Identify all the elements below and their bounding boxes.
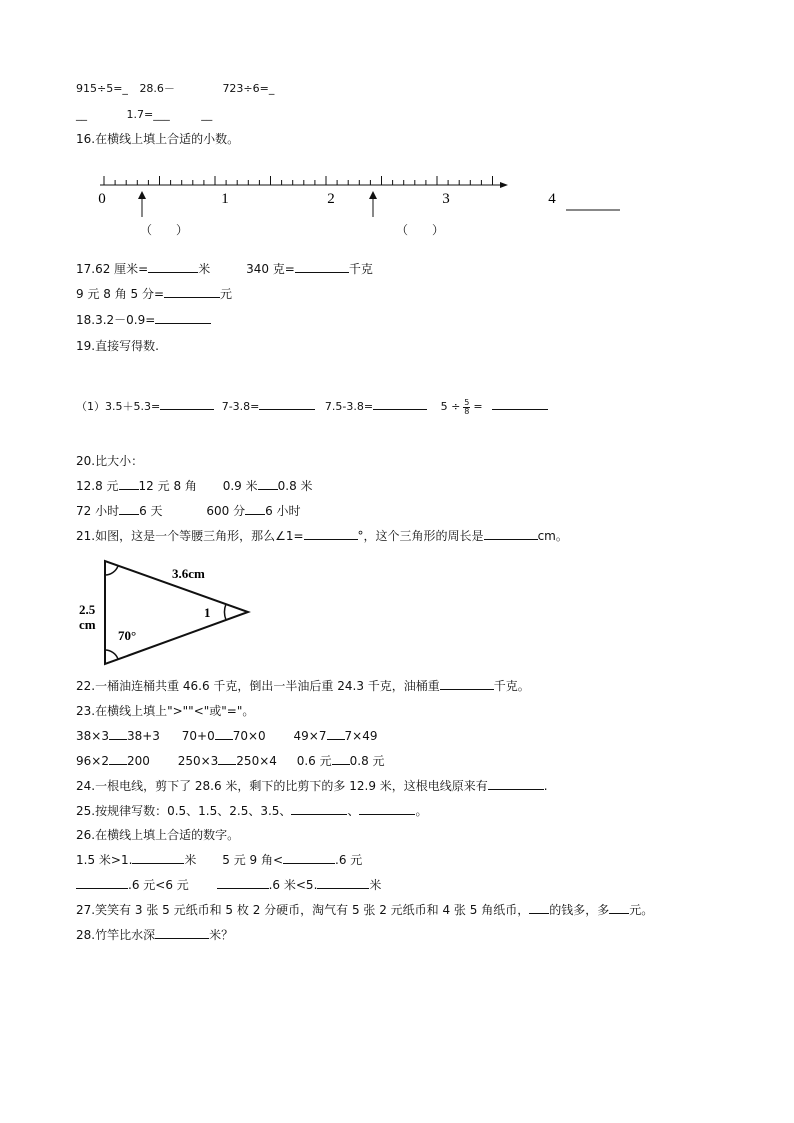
expr-915: 915÷5=_ bbox=[76, 82, 128, 95]
q21-angle-blank[interactable] bbox=[304, 528, 358, 540]
q20-r2b-right: 6 小时 bbox=[265, 504, 301, 518]
angle-1-label: 1 bbox=[204, 605, 211, 620]
angle-arc-right bbox=[224, 604, 226, 620]
q17-c-blank[interactable] bbox=[164, 286, 220, 298]
q20-r1a-right: 12 元 8 角 bbox=[138, 479, 197, 493]
q23-r2-1-blank[interactable] bbox=[109, 753, 127, 765]
q27-unit: 元。 bbox=[629, 903, 654, 917]
q20-r1a-left: 12.8 元 bbox=[76, 479, 119, 493]
q23-r2-1-right: 200 bbox=[126, 754, 150, 768]
q23-r2-2-left: 250×3 bbox=[177, 754, 219, 768]
axis-label-0: 0 bbox=[98, 191, 106, 207]
q23-r1-2-blank[interactable] bbox=[215, 728, 233, 740]
q19-b-text: 7-3.8= bbox=[221, 400, 260, 413]
q19-b-blank[interactable] bbox=[259, 398, 315, 410]
q16-title: 16.在横线上填上合适的小数。 bbox=[76, 132, 240, 146]
q20-title: 20.比大小： bbox=[76, 454, 144, 468]
q19-a-blank[interactable] bbox=[160, 398, 214, 410]
q18-line bbox=[76, 312, 211, 328]
q20-r2a-blank[interactable] bbox=[119, 503, 139, 515]
q26-c-text: .6 元<6 元 bbox=[128, 878, 189, 892]
q19-d-blank[interactable] bbox=[492, 398, 548, 410]
side-label-left-unit: cm bbox=[79, 617, 96, 632]
q20-row-1 bbox=[76, 478, 313, 494]
q25-blank-2[interactable] bbox=[359, 803, 415, 815]
q17-a-blank[interactable] bbox=[148, 261, 198, 273]
q25-text: 25.按规律写数：0.5、1.5、2.5、3.5、 bbox=[76, 804, 292, 818]
q19-c-blank[interactable] bbox=[373, 398, 427, 410]
number-line-ticks bbox=[104, 176, 493, 185]
q24-end: . bbox=[543, 779, 548, 793]
fraction-5-8 bbox=[463, 399, 470, 416]
q23-r1-1-right: 38+3 bbox=[126, 729, 160, 743]
q21-text-pre: 21.如图，这是一个等腰三角形，那么∠1= bbox=[76, 529, 304, 543]
angle-70-label: 70° bbox=[118, 628, 137, 643]
q22-text: 22.一桶油连桶共重 46.6 千克，倒出一半油后重 24.3 千克，油桶重 bbox=[76, 679, 440, 693]
q22-blank[interactable] bbox=[440, 678, 494, 690]
q27-blank-who[interactable] bbox=[529, 902, 549, 914]
axis-label-3: 3 bbox=[442, 191, 450, 207]
paren-left[interactable]: （ ） bbox=[140, 223, 189, 237]
axis-label-2: 2 bbox=[327, 191, 335, 207]
q26-title: 26.在横线上填上合适的数字。 bbox=[76, 828, 240, 842]
arrow-up-right-head bbox=[369, 191, 377, 199]
q26-a-blank[interactable] bbox=[132, 852, 184, 864]
q17-c-unit: 元 bbox=[220, 287, 233, 301]
q23-r2-2-right: 250×4 bbox=[236, 754, 277, 768]
q20-row-2 bbox=[76, 503, 301, 519]
blank-915: __ bbox=[76, 108, 87, 121]
q21-perimeter-blank[interactable] bbox=[484, 528, 538, 540]
q23-r1-2-left: 70+0 bbox=[181, 729, 215, 743]
q23-r1-3-blank[interactable] bbox=[327, 728, 345, 740]
q23-title: 23.在横线上填上">""<"或"="。 bbox=[76, 704, 255, 718]
q23-r1-1-left: 38×3 bbox=[76, 729, 109, 743]
number-line-arrowhead bbox=[500, 182, 508, 188]
q19-c-text: 7.5-3.8= bbox=[324, 400, 374, 413]
q17-b-text: 340 克= bbox=[246, 262, 295, 276]
q28-text: 28.竹竿比水深 bbox=[76, 928, 156, 942]
side-label-left-value: 2.5 bbox=[79, 602, 96, 617]
q25-separator: 、 bbox=[347, 804, 360, 818]
q23-r2-2-blank[interactable] bbox=[218, 753, 236, 765]
q19-a-text: （1）3.5＋5.3= bbox=[76, 400, 161, 413]
q26-d-unit: 米 bbox=[369, 878, 382, 892]
q20-r1b-left: 0.9 米 bbox=[222, 479, 258, 493]
q23-row-1 bbox=[76, 728, 377, 744]
q23-r1-2-right: 70×0 bbox=[232, 729, 266, 743]
q23-r2-3-blank[interactable] bbox=[332, 753, 350, 765]
q27-text-pre: 27.笑笑有 3 张 5 元纸币和 5 枚 2 分硬币，淘气有 5 张 2 元纸币和 4 张 5 角纸币， bbox=[76, 903, 530, 917]
q23-r1-3-right: 7×49 bbox=[344, 729, 378, 743]
q28-unit: 米？ bbox=[209, 928, 234, 942]
q17-a-unit: 米 bbox=[198, 262, 211, 276]
q17-a-text: 17.62 厘米= bbox=[76, 262, 149, 276]
q26-b-text: 5 元 9 角< bbox=[222, 853, 284, 867]
q25-line bbox=[76, 803, 427, 819]
fraction-denominator: 8 bbox=[464, 406, 470, 416]
q26-row-1 bbox=[76, 852, 362, 868]
q24-blank[interactable] bbox=[488, 778, 544, 790]
q17-line-a bbox=[76, 261, 373, 277]
q26-d-blank-2[interactable] bbox=[317, 877, 369, 889]
q17-b-unit: 千克 bbox=[348, 262, 373, 276]
q20-r1b-blank[interactable] bbox=[258, 478, 278, 490]
label-4: 4 bbox=[548, 191, 556, 207]
q26-c-blank[interactable] bbox=[76, 877, 128, 889]
q19-d-equals: = bbox=[473, 400, 483, 413]
paren-right[interactable]: （ ） bbox=[396, 223, 445, 237]
q25-blank-1[interactable] bbox=[291, 803, 347, 815]
q19-title: 19.直接写得数. bbox=[76, 339, 159, 353]
q23-r1-1-blank[interactable] bbox=[109, 728, 127, 740]
q19-d-text: 5 ÷ bbox=[440, 400, 461, 413]
q18-blank[interactable] bbox=[155, 312, 211, 324]
q23-r2-3-right: 0.8 元 bbox=[349, 754, 385, 768]
q27-line bbox=[76, 902, 653, 918]
q23-r1-3-left: 49×7 bbox=[293, 729, 327, 743]
q17-c-text: 9 元 8 角 5 分= bbox=[76, 287, 165, 301]
q20-r2a-right: 6 天 bbox=[139, 504, 163, 518]
arrow-up-left-head bbox=[138, 191, 146, 199]
q21-text-mid: °，这个三角形的周长是 bbox=[357, 529, 484, 543]
q20-r1a-blank[interactable] bbox=[119, 478, 139, 490]
expr-1-7: 1.7=___ bbox=[126, 108, 170, 121]
q20-r2a-left: 72 小时 bbox=[76, 504, 120, 518]
q20-r1b-right: 0.8 米 bbox=[277, 479, 313, 493]
q26-row-2 bbox=[76, 877, 381, 893]
q24-line bbox=[76, 778, 548, 794]
q26-d-text: .6 米<5. bbox=[268, 878, 318, 892]
q21-text-post: cm。 bbox=[537, 529, 568, 543]
expr-723: 723÷6=_ bbox=[222, 82, 275, 95]
q19-line bbox=[76, 398, 548, 416]
top-line-2 bbox=[76, 107, 212, 123]
q26-b-blank[interactable] bbox=[283, 852, 335, 864]
q22-line bbox=[76, 678, 530, 694]
q18-text: 18.3.2－0.9= bbox=[76, 313, 156, 327]
q23-r2-1-left: 96×2 bbox=[76, 754, 109, 768]
q26-a-unit: 米 bbox=[184, 853, 197, 867]
q20-r2b-left: 600 分 bbox=[206, 504, 246, 518]
blank-723: __ bbox=[201, 108, 213, 121]
top-line-1 bbox=[76, 81, 274, 97]
q25-end: 。 bbox=[415, 804, 428, 818]
q27-text-mid: 的钱多，多 bbox=[549, 903, 610, 917]
q26-b-unit: .6 元 bbox=[335, 853, 363, 867]
q27-blank-amount[interactable] bbox=[609, 902, 629, 914]
q28-blank[interactable] bbox=[155, 927, 209, 939]
axis-label-1: 1 bbox=[221, 191, 229, 207]
angle-arc-bottom bbox=[105, 650, 118, 659]
q26-a-text: 1.5 米>1. bbox=[76, 853, 133, 867]
q23-r2-3-left: 0.6 元 bbox=[296, 754, 332, 768]
side-label-top: 3.6cm bbox=[172, 566, 205, 581]
q17-b-blank[interactable] bbox=[295, 261, 349, 273]
q24-text: 24.一根电线，剪下了 28.6 米，剩下的比剪下的多 12.9 米，这根电线原来有 bbox=[76, 779, 488, 793]
q26-d-blank-1[interactable] bbox=[217, 877, 269, 889]
q22-unit: 千克。 bbox=[493, 679, 530, 693]
q20-r2b-blank[interactable] bbox=[245, 503, 265, 515]
expr-28-6: 28.6－ bbox=[139, 82, 175, 95]
angle-arc-top bbox=[105, 566, 118, 575]
fraction-numerator: 5 bbox=[464, 397, 470, 407]
q21-line bbox=[76, 528, 568, 544]
q23-row-2 bbox=[76, 753, 385, 769]
q17-line-c bbox=[76, 286, 232, 302]
isosceles-triangle-figure bbox=[76, 555, 256, 671]
q28-line bbox=[76, 927, 233, 943]
